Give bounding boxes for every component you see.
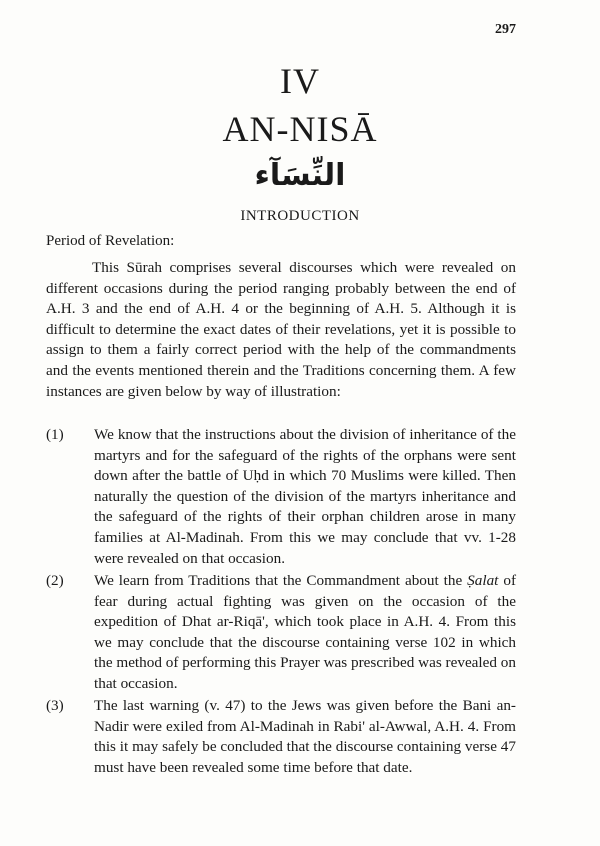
point-number: (1) [46,426,64,443]
point-1 [46,425,516,569]
point-number: (3) [46,697,64,714]
point-text [94,571,516,695]
point-text-after: of fear during actual fighting was given on the occasion of the expedition of Dhat ar-Riqā', which took place in A.H. 4. From this we may conclude that the discourse containing verse 102 in which the method of performing this Prayer was prescribed was revealed on that occasion. [94,572,517,692]
page-number: 297 [495,22,516,37]
intro-heading: INTRODUCTION [240,208,360,224]
point-3 [46,696,516,778]
point-text: We know that the instructions about the division of inheritance of the martyrs and for the safeguard of the rights of the orphans were sent down after the battle of Uḥd in which 70 Muslims were killed. Then naturally the question of the division of the martyrs inheritance and the safeguard of the rights of their orphan children arose in many families at Al-Madinah. From this we may conclude that vv. 1-28 were revealed on that occasion. [94,426,516,567]
section-heading: Period of Revelation: [46,233,175,249]
arabic-title: النِّسَآء [254,158,346,193]
salat-term: Ṣalat [467,572,499,589]
chapter-title: AN-NISĀ [222,109,378,149]
point-2 [46,571,516,695]
point-text: The last warning (v. 47) to the Jews was given before the Bani an-Nadir were exiled from Al-Madinah in Rabi' al-Awwal, A.H. 4. From this it may safely be concluded that the discourse containing verse 47 must have been revealed some time before that date. [94,697,516,776]
intro-paragraph: This Sūrah comprises several discourses which were revealed on different occasions during the period ranging probably between the end of A.H. 3 and the end of A.H. 4 or the beginning of A.H. 5. Although it is difficult to determine the exact dates of their revelations, yet it is possible to assign to them a fairly correct period with the help of the commandments and the events mentioned therein and the Traditions concerning them. A few instances are given below by way of illustration: [46,259,516,400]
point-text-before: We learn from Traditions that the Commandment about the [94,572,468,589]
chapter-numeral: IV [280,61,320,101]
point-number: (2) [46,572,64,589]
